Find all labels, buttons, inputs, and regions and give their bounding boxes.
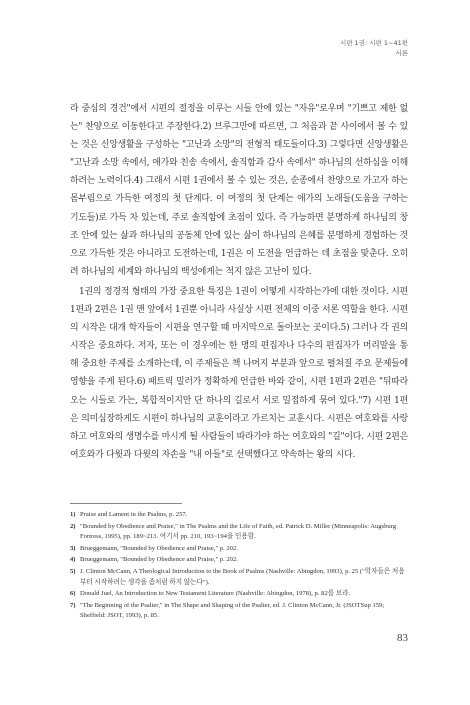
footnote (70, 522, 408, 543)
footnote-divider (70, 503, 182, 504)
footnote-number: 6) (70, 590, 76, 598)
footnote (70, 510, 408, 521)
footnote (70, 555, 408, 566)
footnote-number: 3) (70, 544, 76, 552)
running-header-section: 서론 (395, 49, 408, 57)
footnote (70, 589, 408, 600)
footnote-text: "The Beginning of the Psalter," in The Shape and Shaping of the Psalter, ed. J. Clinton McCann, Jr. (JSOTSup 159; Sheffield: JSOT, 1993), p. 85. (80, 601, 385, 620)
footnote-text: Praise and Lament in the Psalms, p. 257. (80, 511, 188, 518)
footnote (70, 601, 408, 622)
footnote (70, 567, 408, 588)
footnote (70, 544, 408, 555)
running-header-title: 시편 1권: 시편 1~41편 (339, 39, 408, 47)
footnote-text: Brueggemann, "Bounded by Obedience and Praise," p. 202. (80, 556, 238, 564)
footnote-text: Donald Juel, An Introduction to New Testament Literature (Nashville: Abingdon, 1978), p. 82를 보라. (80, 590, 351, 598)
footnote-number: 1) (70, 511, 76, 518)
body-text (70, 100, 408, 464)
footnote-text: Brueggemann, "Bounded by Obedience and Praise," p. 202. (80, 544, 238, 552)
footnote-text: "Bounded by Obedience and Praise," in The Psalms and the Life of Faith, ed. Patrick D. Miller (Minneapolis: Augsburg Fortress, 1995), pp. 189~213. 여기서 pp. 210, 193~194을 인용함. (80, 522, 397, 541)
footnote-number: 2) (70, 522, 76, 530)
page-number: 83 (397, 632, 408, 644)
footnote-number: 4) (70, 556, 76, 564)
footnotes (70, 510, 408, 623)
footnote-number: 7) (70, 601, 76, 609)
paragraph: 라 중심의 경건"에서 시편의 절정을 이루는 시들 안에 있는 "자유"로우며 "기쁘고 제한 없는" 찬양으로 이동한다고 주장한다.2) 브루그만에 따르면, 그 처음과 끝 사이에서 볼 수 있는 것은 신앙생활을 구성하는 "고난과 소망"의 전형적 태도들이다.3) 그렇다면 신앙생활은 "고난과 소망 속에서, 애가와 친송 속에서, 솔직함과 감사 속에서" 하나님의 선하심을 이해하려는 노력이다.4) 그래서 시편 1권에서 볼 수 있는 것은, 순종에서 찬양으로 가고자 하는 몸부림으로 가득한 여정의 첫 단계다. 이 여정의 첫 단계는 애가의 노래들(도움을 구하는 기도들)로 가득 차 있는데, 주로 솔직함에 초점이 있다. 즉 가능하면 분명하게 하나님의 창조 안에 있는 삶과 하나님의 공동체 안에 있는 삶이 하나님의 은혜를 분명하게 경험하는 것으로 가득한 것은 아니라고 도전하는데, 1권은 이 도전을 언급하는 데 초점을 맞춘다. 오히려 하나님의 세계와 하나님의 백성에게는 적지 않은 고난이 있다. (70, 104, 408, 277)
running-header (340, 38, 408, 58)
footnote-text: J. Clinton McCann, A Theological Introduction to the Book of Psalms (Nashville: Abingdon, 1993), p. 25 ("학자들은 처음부터 시작하려는 생각을 좀처럼 하지 않는다"). (80, 567, 405, 586)
footnote-number: 5) (70, 567, 76, 575)
paragraph: 1권의 정경적 형태의 가장 중요한 특징은 1권이 어떻게 시작하는가에 대한 것이다. 시편 1편과 2편은 1권 맨 앞에서 1권뿐 아니라 사실상 시편 전체의 이중 서론 역할을 한다. 시편의 시작은 대개 학자들이 시편을 연구할 때 마지막으로 돌아보는 곳이다.5) 그러나 각 권의 시작은 중요하다. 저자, 또는 이 경우에는 한 명의 편집자나 다수의 편집자가 머리말을 통해 중요한 주제를 소개하는데, 이 주제들은 책 나머지 부분과 앞으로 펼쳐질 주요 문제들에 영향을 주게 된다.6) 패트릭 밀러가 정확하게 언급한 바와 같이, 시편 1편과 2편은 "뒤따라오는 시들로 가는, 복합적이지만 단 하나의 길로서 서로 밀접하게 묶여 있다."7) 시편 1편은 의미심장하게도 시편이 하나님의 교훈이라고 가르치는 교훈시다. 시편은 여호와를 사랑하고 여호와의 생명수를 마시게 될 사람들이 따라가야 하는 여호와의 "길"이다. 시편 2편은 여호와가 다윗과 다윗의 자손을 "내 아들"로 선택했다고 약속하는 왕의 시다. (70, 286, 408, 460)
